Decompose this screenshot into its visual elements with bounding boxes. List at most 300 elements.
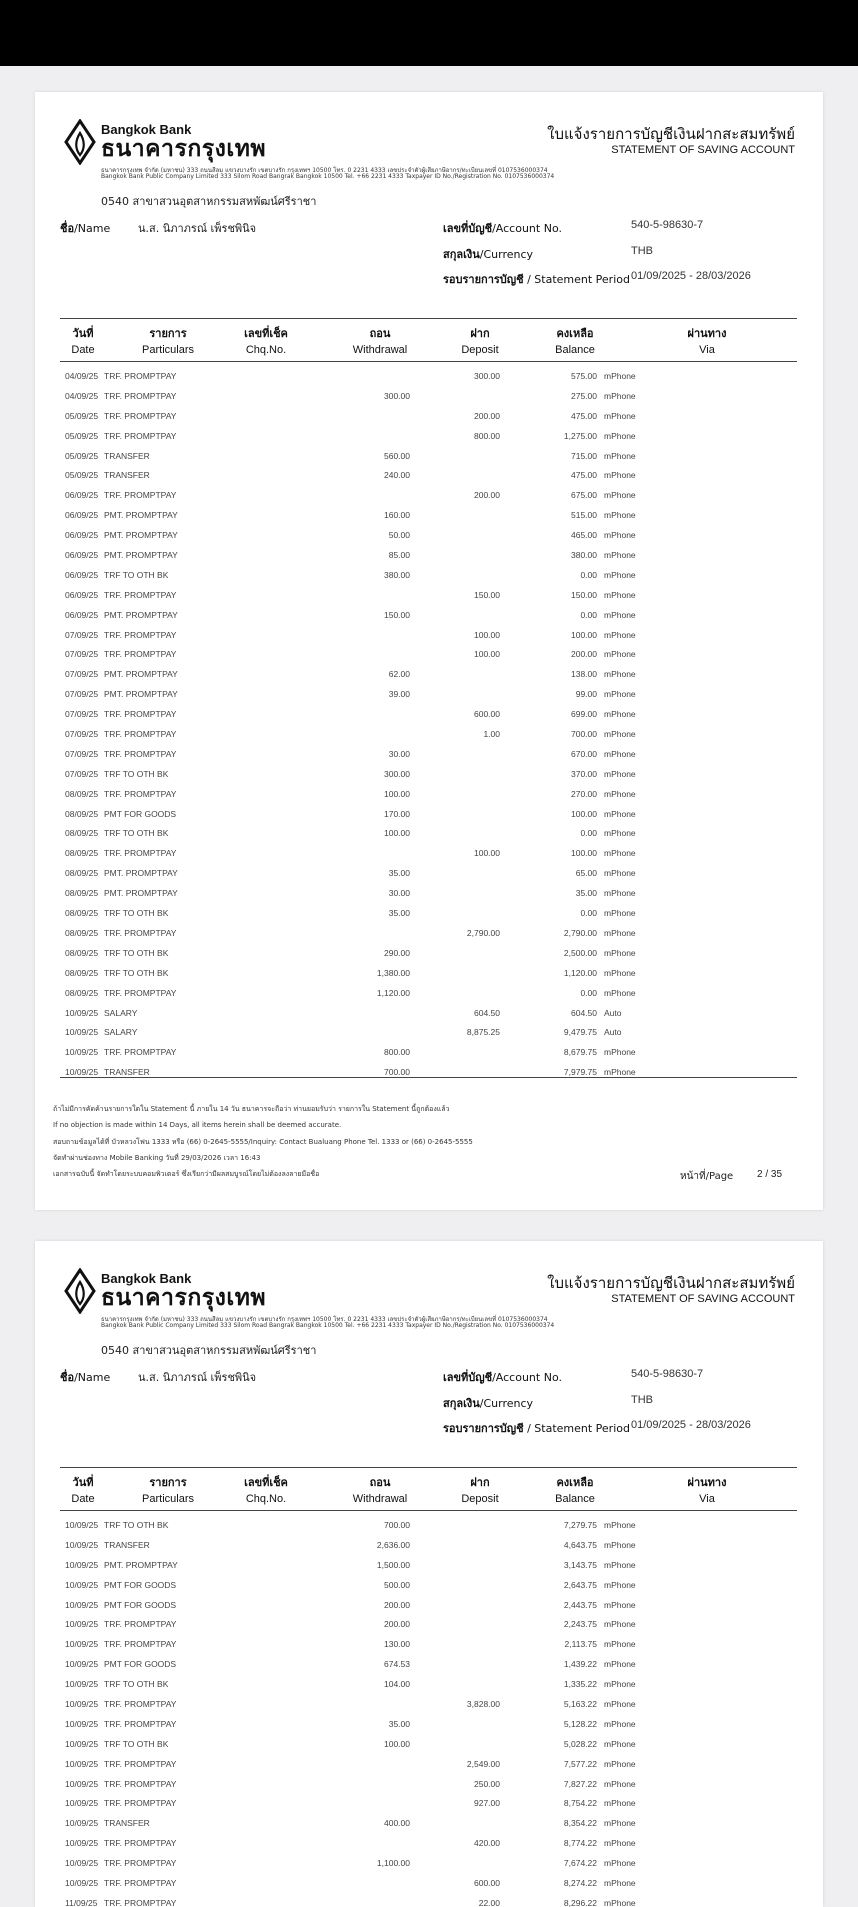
row-date: 10/09/25 bbox=[65, 1579, 99, 1590]
row-particulars: SALARY bbox=[104, 1007, 138, 1018]
row-balance: 700.00 bbox=[571, 729, 597, 740]
row-via: mPhone bbox=[604, 1679, 636, 1690]
col-date-th: วันที่ bbox=[72, 327, 94, 340]
col-date-th: วันที่ bbox=[72, 1476, 94, 1489]
row-date: 10/09/25 bbox=[65, 1758, 99, 1769]
row-particulars: TRF. PROMPTPAY bbox=[104, 1838, 177, 1849]
row-deposit: 100.00 bbox=[474, 629, 500, 640]
col-particulars-en: Particulars bbox=[142, 344, 194, 356]
statement-title-th: ใบแจ้งรายการบัญชีเงินฝากสะสมทรัพย์ bbox=[547, 125, 795, 143]
table-row bbox=[60, 1834, 797, 1854]
row-particulars: TRF. PROMPTPAY bbox=[104, 1778, 177, 1789]
row-balance: 138.00 bbox=[571, 669, 597, 680]
row-particulars: TRF. PROMPTPAY bbox=[104, 490, 177, 501]
statement-period-label: รอบรายการบัญชี / Statement Period bbox=[443, 273, 630, 286]
row-date: 06/09/25 bbox=[65, 490, 99, 501]
col-deposit-en: Deposit bbox=[461, 344, 499, 356]
table-row bbox=[60, 387, 797, 407]
row-via: mPhone bbox=[604, 371, 636, 381]
row-via: mPhone bbox=[604, 490, 636, 501]
row-date: 10/09/25 bbox=[65, 1599, 99, 1610]
row-withdrawal: 380.00 bbox=[384, 569, 410, 580]
row-balance: 100.00 bbox=[571, 808, 597, 819]
table-row bbox=[60, 1715, 797, 1735]
row-withdrawal: 700.00 bbox=[384, 1520, 410, 1530]
col-date-en: Date bbox=[71, 1493, 95, 1505]
row-deposit: 600.00 bbox=[474, 1878, 500, 1889]
row-balance: 2,113.75 bbox=[564, 1639, 597, 1650]
statement-page-1 bbox=[35, 92, 823, 1210]
row-via: mPhone bbox=[604, 808, 636, 819]
row-balance: 1,335.22 bbox=[563, 1679, 597, 1690]
row-via: mPhone bbox=[604, 390, 636, 401]
row-date: 04/09/25 bbox=[65, 390, 99, 401]
bank-name-th: ธนาคารกรุงเทพ bbox=[101, 1285, 267, 1311]
row-particulars: PMT FOR GOODS bbox=[104, 1599, 177, 1610]
row-withdrawal: 50.00 bbox=[388, 530, 410, 541]
row-balance: 4,643.75 bbox=[563, 1539, 597, 1550]
row-deposit: 100.00 bbox=[474, 649, 500, 660]
col-balance-th: คงเหลือ bbox=[556, 1476, 594, 1489]
row-particulars: SALARY bbox=[104, 1027, 138, 1038]
row-balance: 604.50 bbox=[571, 1007, 597, 1018]
table-row bbox=[60, 1775, 797, 1795]
row-balance: 99.00 bbox=[575, 689, 597, 700]
row-particulars: PMT. PROMPTPAY bbox=[104, 669, 178, 680]
table-row bbox=[60, 805, 797, 825]
table-row bbox=[60, 1814, 797, 1834]
account-holder-name: น.ส. นิภาภรณ์ เพ็รชพินิจ bbox=[138, 1371, 257, 1384]
col-via-en: Via bbox=[699, 344, 715, 356]
row-balance: 475.00 bbox=[571, 410, 597, 421]
name-label: ชื่อ/Name bbox=[60, 222, 111, 235]
row-particulars: PMT. PROMPTPAY bbox=[104, 689, 178, 700]
table-header bbox=[60, 318, 797, 362]
top-bar bbox=[0, 0, 858, 66]
statement-period-label: รอบรายการบัญชี / Statement Period bbox=[443, 1422, 630, 1435]
table-row bbox=[60, 1794, 797, 1814]
row-particulars: TRANSFER bbox=[104, 1067, 150, 1078]
row-date: 08/09/25 bbox=[65, 828, 99, 839]
row-via: mPhone bbox=[604, 1639, 636, 1650]
table-row bbox=[60, 1635, 797, 1655]
row-balance: 8,679.75 bbox=[563, 1047, 597, 1058]
row-balance: 2,500.00 bbox=[563, 947, 597, 958]
table-row bbox=[60, 1576, 797, 1596]
row-withdrawal: 35.00 bbox=[388, 908, 410, 919]
table-row bbox=[60, 645, 797, 665]
row-date: 05/09/25 bbox=[65, 410, 99, 421]
row-date: 10/09/25 bbox=[65, 1047, 99, 1058]
row-balance: 670.00 bbox=[571, 748, 597, 759]
statement-period-value: 01/09/2025 - 28/03/2026 bbox=[631, 1419, 751, 1431]
table-row bbox=[60, 785, 797, 805]
table-row bbox=[60, 1615, 797, 1635]
table-row bbox=[60, 964, 797, 984]
row-withdrawal: 35.00 bbox=[388, 1718, 410, 1729]
row-withdrawal: 39.00 bbox=[388, 689, 410, 700]
row-date: 10/09/25 bbox=[65, 1778, 99, 1789]
table-row bbox=[60, 447, 797, 467]
row-particulars: PMT. PROMPTPAY bbox=[104, 550, 178, 561]
account-no-label: เลขที่บัญชี/Account No. bbox=[443, 222, 562, 235]
row-date: 05/09/25 bbox=[65, 470, 99, 481]
statement-title-en: STATEMENT OF SAVING ACCOUNT bbox=[611, 144, 795, 156]
row-date: 06/09/25 bbox=[65, 609, 99, 620]
col-via-en: Via bbox=[699, 1493, 715, 1505]
row-via: mPhone bbox=[604, 1539, 636, 1550]
row-date: 10/09/25 bbox=[65, 1639, 99, 1650]
row-particulars: TRF. PROMPTPAY bbox=[104, 729, 177, 740]
bank-address-th: ธนาคารกรุงเทพ จำกัด (มหาชน) 333 ถนนสีลม แขวงบางรัก เขตบางรัก กรุงเทพฯ 10500 โทร. 0 2231 4333 เลขประจำตัวผู้เสียภาษีอากร/ทะเบียนเลขที่ 0107536000374 bbox=[101, 1316, 548, 1323]
table-row bbox=[60, 1063, 797, 1083]
row-deposit: 200.00 bbox=[474, 490, 500, 501]
row-particulars: TRF. PROMPTPAY bbox=[104, 1047, 177, 1058]
row-particulars: TRANSFER bbox=[104, 1818, 150, 1829]
row-balance: 0.00 bbox=[580, 828, 597, 839]
row-balance: 9,479.75 bbox=[563, 1027, 597, 1038]
row-date: 10/09/25 bbox=[65, 1718, 99, 1729]
row-withdrawal: 1,380.00 bbox=[376, 967, 410, 978]
row-date: 10/09/25 bbox=[65, 1659, 99, 1670]
row-via: mPhone bbox=[604, 709, 636, 720]
row-date: 10/09/25 bbox=[65, 1818, 99, 1829]
row-date: 08/09/25 bbox=[65, 888, 99, 899]
row-via: mPhone bbox=[604, 430, 636, 441]
row-deposit: 3,828.00 bbox=[466, 1699, 500, 1710]
row-date: 08/09/25 bbox=[65, 987, 99, 998]
row-withdrawal: 560.00 bbox=[384, 450, 410, 461]
row-date: 08/09/25 bbox=[65, 868, 99, 879]
account-no-value: 540-5-98630-7 bbox=[631, 1368, 704, 1380]
row-via: mPhone bbox=[604, 1798, 636, 1809]
table-row bbox=[60, 924, 797, 944]
row-particulars: PMT. PROMPTPAY bbox=[104, 1559, 178, 1570]
statement-title-en: STATEMENT OF SAVING ACCOUNT bbox=[611, 1293, 795, 1305]
footer-inquiry: สอบถามข้อมูลได้ที่ บัวหลวงโฟน 1333 หรือ (66) 0-2645-5555/Inquiry: Contact Bualuang Phone Tel. 1333 or (66) 0-2645-5555 bbox=[53, 1138, 473, 1146]
table-row bbox=[60, 665, 797, 685]
row-date: 06/09/25 bbox=[65, 550, 99, 561]
row-via: mPhone bbox=[604, 1520, 636, 1530]
row-via: mPhone bbox=[604, 649, 636, 660]
row-withdrawal: 130.00 bbox=[384, 1639, 410, 1650]
col-withdrawal-en: Withdrawal bbox=[352, 344, 408, 356]
row-withdrawal: 300.00 bbox=[384, 390, 410, 401]
row-deposit: 250.00 bbox=[474, 1778, 500, 1789]
row-deposit: 2,790.00 bbox=[466, 927, 500, 938]
bank-address-en: Bangkok Bank Public Company Limited 333 Silom Road Bangrak Bangkok 10500 Tel. +66 2231 4333 Taxpayer ID No./Registration No. 0107536000374 bbox=[101, 173, 555, 180]
col-balance-en: Balance bbox=[555, 344, 595, 356]
col-particulars-en: Particulars bbox=[142, 1493, 194, 1505]
row-particulars: TRF. PROMPTPAY bbox=[104, 1619, 177, 1630]
row-via: mPhone bbox=[604, 1699, 636, 1710]
row-via: mPhone bbox=[604, 450, 636, 461]
row-withdrawal: 200.00 bbox=[384, 1619, 410, 1630]
row-date: 05/09/25 bbox=[65, 450, 99, 461]
row-via: mPhone bbox=[604, 589, 636, 600]
currency-value: THB bbox=[631, 245, 653, 257]
col-particulars-th: รายการ bbox=[149, 327, 187, 340]
page-number-label: หน้าที่/Page bbox=[680, 1171, 734, 1182]
currency-label: สกุลเงิน/Currency bbox=[443, 1397, 534, 1410]
row-balance: 370.00 bbox=[571, 768, 597, 779]
row-withdrawal: 1,500.00 bbox=[376, 1559, 410, 1570]
table-row bbox=[60, 466, 797, 486]
row-particulars: TRF TO OTH BK bbox=[104, 569, 169, 580]
row-via: mPhone bbox=[604, 848, 636, 859]
currency-label: สกุลเงิน/Currency bbox=[443, 248, 534, 261]
row-via: mPhone bbox=[604, 1559, 636, 1570]
row-via: mPhone bbox=[604, 967, 636, 978]
row-date: 08/09/25 bbox=[65, 808, 99, 819]
row-via: mPhone bbox=[604, 1897, 636, 1907]
table-row bbox=[60, 1596, 797, 1616]
row-balance: 100.00 bbox=[571, 848, 597, 859]
row-particulars: TRF. PROMPTPAY bbox=[104, 390, 177, 401]
row-particulars: TRF. PROMPTPAY bbox=[104, 987, 177, 998]
table-bottom-rule bbox=[60, 1077, 797, 1078]
row-date: 07/09/25 bbox=[65, 649, 99, 660]
row-particulars: TRF. PROMPTPAY bbox=[104, 1699, 177, 1710]
row-particulars: TRF TO OTH BK bbox=[104, 908, 169, 919]
row-balance: 515.00 bbox=[571, 510, 597, 521]
row-via: mPhone bbox=[604, 669, 636, 680]
table-row bbox=[60, 904, 797, 924]
table-row bbox=[60, 1516, 797, 1536]
row-balance: 675.00 bbox=[571, 490, 597, 501]
row-particulars: PMT. PROMPTPAY bbox=[104, 868, 178, 879]
row-date: 10/09/25 bbox=[65, 1067, 99, 1078]
row-balance: 1,439.22 bbox=[563, 1659, 597, 1670]
row-via: mPhone bbox=[604, 470, 636, 481]
row-particulars: TRF TO OTH BK bbox=[104, 768, 169, 779]
row-particulars: PMT. PROMPTPAY bbox=[104, 609, 178, 620]
table-row bbox=[60, 1735, 797, 1755]
row-withdrawal: 2,636.00 bbox=[376, 1539, 410, 1550]
statement-page-2 bbox=[35, 1241, 823, 1907]
row-date: 10/09/25 bbox=[65, 1738, 99, 1749]
table-row bbox=[60, 1755, 797, 1775]
row-balance: 7,279.75 bbox=[563, 1520, 597, 1530]
row-date: 10/09/25 bbox=[65, 1838, 99, 1849]
row-balance: 0.00 bbox=[580, 569, 597, 580]
row-via: mPhone bbox=[604, 1758, 636, 1769]
row-particulars: TRF TO OTH BK bbox=[104, 828, 169, 839]
row-date: 07/09/25 bbox=[65, 709, 99, 720]
row-withdrawal: 104.00 bbox=[384, 1679, 410, 1690]
row-particulars: PMT. PROMPTPAY bbox=[104, 888, 178, 899]
bank-name-th: ธนาคารกรุงเทพ bbox=[101, 136, 267, 162]
row-particulars: TRF. PROMPTPAY bbox=[104, 410, 177, 421]
row-balance: 7,827.22 bbox=[563, 1778, 597, 1789]
branch-name: 0540 สาขาสวนอุตสาหกรรมสหพัฒน์ศรีราชา bbox=[101, 1344, 317, 1357]
table-row bbox=[60, 765, 797, 785]
col-balance-en: Balance bbox=[555, 1493, 595, 1505]
row-deposit: 420.00 bbox=[474, 1838, 500, 1849]
row-via: mPhone bbox=[604, 410, 636, 421]
row-balance: 1,275.00 bbox=[563, 430, 597, 441]
row-particulars: PMT FOR GOODS bbox=[104, 808, 177, 819]
row-via: mPhone bbox=[604, 788, 636, 799]
row-withdrawal: 170.00 bbox=[384, 808, 410, 819]
row-particulars: TRANSFER bbox=[104, 470, 150, 481]
transaction-list-page-2 bbox=[60, 1516, 797, 1907]
row-withdrawal: 500.00 bbox=[384, 1579, 410, 1590]
table-row bbox=[60, 824, 797, 844]
row-date: 06/09/25 bbox=[65, 530, 99, 541]
row-withdrawal: 150.00 bbox=[384, 609, 410, 620]
row-balance: 35.00 bbox=[575, 888, 597, 899]
row-deposit: 2,549.00 bbox=[466, 1758, 500, 1769]
row-withdrawal: 62.00 bbox=[388, 669, 410, 680]
row-via: mPhone bbox=[604, 510, 636, 521]
row-particulars: TRF. PROMPTPAY bbox=[104, 649, 177, 660]
table-row bbox=[60, 566, 797, 586]
table-row bbox=[60, 844, 797, 864]
col-via-th: ผ่านทาง bbox=[687, 1476, 727, 1489]
row-via: mPhone bbox=[604, 1579, 636, 1590]
transaction-list-page-1 bbox=[60, 367, 797, 1083]
row-via: mPhone bbox=[604, 629, 636, 640]
row-date: 07/09/25 bbox=[65, 689, 99, 700]
row-deposit: 600.00 bbox=[474, 709, 500, 720]
row-date: 08/09/25 bbox=[65, 908, 99, 919]
row-balance: 8,774.22 bbox=[563, 1838, 597, 1849]
row-particulars: TRF TO OTH BK bbox=[104, 1520, 169, 1530]
col-chq-en: Chq.No. bbox=[245, 344, 287, 356]
row-deposit: 150.00 bbox=[474, 589, 500, 600]
row-withdrawal: 400.00 bbox=[384, 1818, 410, 1829]
bangkok-bank-lotus-logo-icon bbox=[63, 119, 97, 165]
row-withdrawal: 30.00 bbox=[388, 888, 410, 899]
table-row bbox=[60, 1675, 797, 1695]
table-row bbox=[60, 944, 797, 964]
table-row bbox=[60, 1655, 797, 1675]
row-balance: 0.00 bbox=[580, 987, 597, 998]
row-balance: 2,790.00 bbox=[563, 927, 597, 938]
row-via: mPhone bbox=[604, 908, 636, 919]
row-withdrawal: 1,120.00 bbox=[376, 987, 410, 998]
row-particulars: TRF. PROMPTPAY bbox=[104, 430, 177, 441]
row-withdrawal: 240.00 bbox=[384, 470, 410, 481]
row-via: mPhone bbox=[604, 1858, 636, 1869]
row-balance: 200.00 bbox=[571, 649, 597, 660]
row-via: mPhone bbox=[604, 609, 636, 620]
table-row bbox=[60, 1004, 797, 1024]
row-deposit: 300.00 bbox=[474, 371, 500, 381]
row-date: 08/09/25 bbox=[65, 788, 99, 799]
table-row bbox=[60, 1854, 797, 1874]
row-via: mPhone bbox=[604, 748, 636, 759]
currency-value: THB bbox=[631, 1394, 653, 1406]
row-particulars: TRF TO OTH BK bbox=[104, 947, 169, 958]
table-row bbox=[60, 1043, 797, 1063]
row-withdrawal: 100.00 bbox=[384, 1738, 410, 1749]
statement-title-th: ใบแจ้งรายการบัญชีเงินฝากสะสมทรัพย์ bbox=[547, 1274, 795, 1292]
col-chq-en: Chq.No. bbox=[245, 1493, 287, 1505]
col-via-th: ผ่านทาง bbox=[687, 327, 727, 340]
table-row bbox=[60, 606, 797, 626]
table-row bbox=[60, 546, 797, 566]
row-date: 10/09/25 bbox=[65, 1619, 99, 1630]
row-via: mPhone bbox=[604, 868, 636, 879]
row-withdrawal: 100.00 bbox=[384, 828, 410, 839]
bank-name-en: Bangkok Bank bbox=[101, 1271, 192, 1286]
row-date: 06/09/25 bbox=[65, 569, 99, 580]
row-particulars: TRF TO OTH BK bbox=[104, 1679, 169, 1690]
row-date: 08/09/25 bbox=[65, 848, 99, 859]
row-balance: 8,754.22 bbox=[563, 1798, 597, 1809]
row-particulars: TRF. PROMPTPAY bbox=[104, 788, 177, 799]
table-row bbox=[60, 1536, 797, 1556]
row-balance: 2,443.75 bbox=[563, 1599, 597, 1610]
row-deposit: 200.00 bbox=[474, 410, 500, 421]
col-chq-th: เลขที่เช็ค bbox=[244, 327, 288, 340]
row-withdrawal: 85.00 bbox=[388, 550, 410, 561]
row-via: mPhone bbox=[604, 1599, 636, 1610]
footer-objection-th: ถ้าไม่มีการคัดค้านรายการใดใน Statement นี้ ภายใน 14 วัน ธนาคารจะถือว่า ท่านยอมรับว่า รายการใน Statement นี้ถูกต้องแล้ว bbox=[53, 1105, 450, 1113]
table-row bbox=[60, 1894, 797, 1907]
row-date: 05/09/25 bbox=[65, 430, 99, 441]
row-balance: 8,354.22 bbox=[563, 1818, 597, 1829]
row-withdrawal: 30.00 bbox=[388, 748, 410, 759]
col-withdrawal-en: Withdrawal bbox=[352, 1493, 408, 1505]
row-deposit: 927.00 bbox=[474, 1798, 500, 1809]
row-deposit: 604.50 bbox=[474, 1007, 500, 1018]
row-via: mPhone bbox=[604, 1818, 636, 1829]
row-via: mPhone bbox=[604, 1878, 636, 1889]
row-particulars: TRF. PROMPTPAY bbox=[104, 1858, 177, 1869]
row-balance: 715.00 bbox=[571, 450, 597, 461]
col-deposit-th: ฝาก bbox=[470, 327, 490, 340]
statement-period-value: 01/09/2025 - 28/03/2026 bbox=[631, 270, 751, 282]
row-date: 10/09/25 bbox=[65, 1679, 99, 1690]
account-no-label: เลขที่บัญชี/Account No. bbox=[443, 1371, 562, 1384]
table-row bbox=[60, 685, 797, 705]
row-date: 07/09/25 bbox=[65, 748, 99, 759]
col-chq-th: เลขที่เช็ค bbox=[244, 1476, 288, 1489]
row-via: mPhone bbox=[604, 530, 636, 541]
row-balance: 380.00 bbox=[571, 550, 597, 561]
row-date: 07/09/25 bbox=[65, 729, 99, 740]
row-date: 08/09/25 bbox=[65, 927, 99, 938]
row-particulars: TRANSFER bbox=[104, 450, 150, 461]
row-balance: 2,643.75 bbox=[563, 1579, 597, 1590]
row-balance: 65.00 bbox=[575, 868, 597, 879]
footer-computer-generated: เอกสารฉบับนี้ จัดทำโดยระบบคอมพิวเตอร์ ซึ่งเรียกว่ามีผลสมบูรณ์โดยไม่ต้องลงลายมือชื่อ bbox=[53, 1170, 320, 1178]
table-row bbox=[60, 884, 797, 904]
table-row bbox=[60, 586, 797, 606]
row-balance: 465.00 bbox=[571, 530, 597, 541]
row-date: 07/09/25 bbox=[65, 669, 99, 680]
row-balance: 699.00 bbox=[571, 709, 597, 720]
bank-address-th: ธนาคารกรุงเทพ จำกัด (มหาชน) 333 ถนนสีลม แขวงบางรัก เขตบางรัก กรุงเทพฯ 10500 โทร. 0 2231 4333 เลขประจำตัวผู้เสียภาษีอากร/ทะเบียนเลขที่ 0107536000374 bbox=[101, 167, 548, 174]
row-particulars: PMT. PROMPTPAY bbox=[104, 530, 178, 541]
row-particulars: PMT. PROMPTPAY bbox=[104, 510, 178, 521]
row-balance: 575.00 bbox=[571, 371, 597, 381]
row-balance: 7,979.75 bbox=[563, 1067, 597, 1078]
row-balance: 0.00 bbox=[580, 908, 597, 919]
row-particulars: TRF. PROMPTPAY bbox=[104, 629, 177, 640]
row-via: mPhone bbox=[604, 927, 636, 938]
row-date: 06/09/25 bbox=[65, 589, 99, 600]
bank-address-en: Bangkok Bank Public Company Limited 333 Silom Road Bangrak Bangkok 10500 Tel. +66 2231 4333 Taxpayer ID No./Registration No. 0107536000374 bbox=[101, 1322, 555, 1329]
account-holder-name: น.ส. นิภาภรณ์ เพ็รชพินิจ bbox=[138, 222, 257, 235]
row-particulars: TRF. PROMPTPAY bbox=[104, 371, 177, 381]
row-balance: 7,577.22 bbox=[563, 1758, 597, 1769]
row-date: 10/09/25 bbox=[65, 1520, 99, 1530]
row-balance: 100.00 bbox=[571, 629, 597, 640]
